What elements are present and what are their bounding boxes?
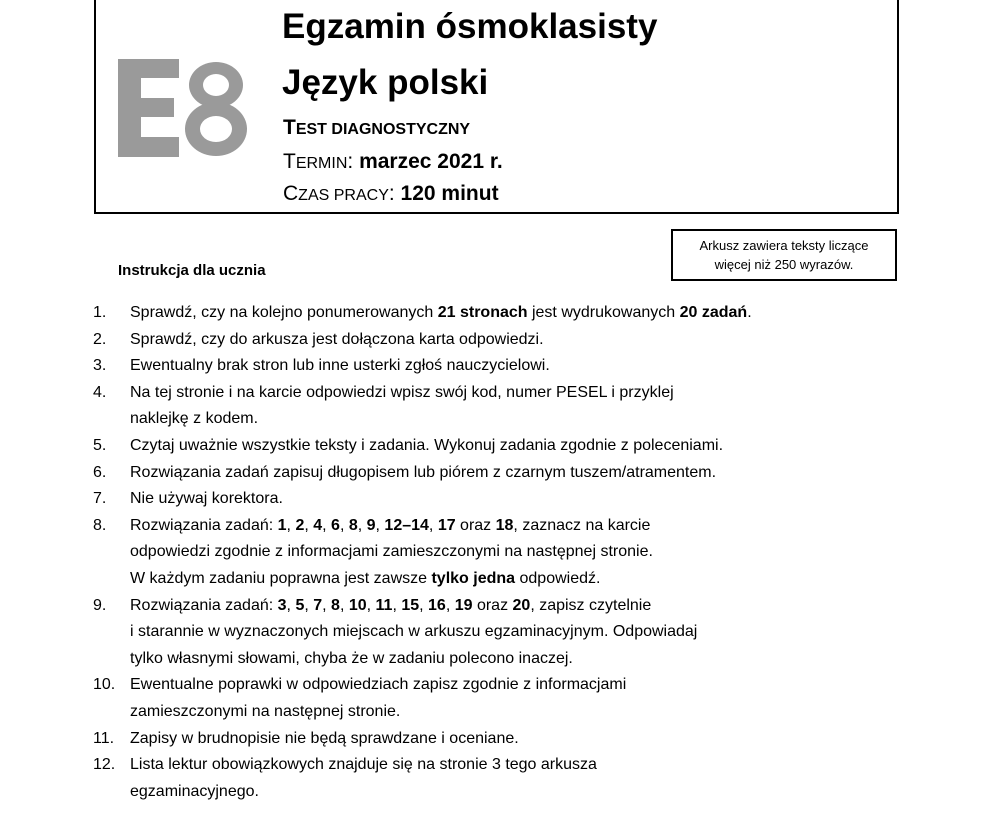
instruction-number: 4.	[93, 383, 107, 401]
instruction-segment: Rozwiązania zadań zapisuj długopisem lub piórem z czarnym tuszem/atramentem.	[130, 463, 717, 481]
instruction-segment: ,	[366, 596, 376, 614]
instruction-line	[130, 566, 873, 593]
instruction-line	[130, 646, 873, 673]
instruction-emphasis: 16	[428, 596, 446, 614]
exam-term-value: marzec 2021 r.	[359, 150, 503, 173]
instruction-emphasis: 2	[295, 516, 305, 534]
instruction-emphasis: 4	[313, 516, 323, 534]
instruction-segment: Sprawdź, czy do arkusza jest dołączona karta odpowiedzi.	[130, 330, 544, 348]
e8-logo	[117, 58, 252, 158]
instruction-emphasis: 5	[295, 596, 305, 614]
instruction-segment: ,	[339, 596, 349, 614]
notice-line-2: więcej niż 250 wyrazów.	[714, 257, 854, 272]
instruction-emphasis: 10	[348, 596, 367, 614]
instruction-segment: zamieszczonymi na następnej stronie.	[130, 702, 401, 720]
instruction-number: 11.	[93, 729, 115, 747]
instruction-emphasis: 7	[313, 596, 323, 614]
instruction-segment: ,	[286, 596, 296, 614]
instruction-item	[93, 433, 873, 460]
instruction-line	[130, 672, 873, 699]
instructions-list	[93, 300, 873, 805]
instruction-segment: Sprawdź, czy na kolejno ponumerowanych	[130, 304, 438, 321]
instruction-segment: ,	[357, 516, 367, 534]
instruction-text	[130, 380, 873, 433]
instruction-segment: ,	[304, 596, 314, 614]
instruction-segment: odpowiedzi zgodnie z informacjami zamieszczonymi na następnej stronie.	[130, 543, 653, 561]
instruction-segment: Czytaj uważnie wszystkie teksty i zadania. Wykonuj zadania zgodnie z poleceniami.	[130, 436, 724, 454]
instruction-segment: oraz	[472, 596, 513, 614]
instruction-segment: odpowiedź.	[515, 569, 601, 587]
instruction-number: 9.	[93, 596, 107, 614]
instruction-segment: Lista lektur obowiązkowych znajduje się na stronie 3 tego arkusza	[130, 756, 597, 774]
exam-title: Egzamin ósmoklasisty	[282, 7, 658, 46]
instruction-text	[130, 460, 873, 487]
instruction-text	[130, 593, 873, 673]
instruction-line	[130, 726, 873, 753]
instruction-item	[93, 513, 873, 593]
instruction-line	[130, 752, 873, 779]
instruction-emphasis: 19	[454, 596, 473, 614]
instruction-segment: tylko własnymi słowami, chyba że w zadaniu polecono inaczej.	[130, 649, 573, 667]
instruction-emphasis: 8	[348, 516, 358, 534]
instruction-segment: Rozwiązania zadań:	[130, 516, 278, 534]
instruction-item	[93, 327, 873, 354]
instruction-number: 5.	[93, 436, 107, 454]
instruction-text	[130, 327, 873, 354]
instruction-text	[130, 752, 873, 805]
instruction-line	[130, 486, 873, 513]
instruction-number: 8.	[93, 516, 107, 534]
instruction-segment: ,	[419, 596, 429, 614]
instruction-segment: jest wydrukowanych	[527, 304, 680, 321]
instruction-segment: ,	[428, 516, 438, 534]
instruction-segment: egzaminacyjnego.	[130, 782, 259, 800]
instruction-item	[93, 353, 873, 380]
instruction-text	[130, 433, 873, 460]
instruction-segment: ,	[304, 516, 314, 534]
exam-duration-value: 120 minut	[400, 182, 499, 205]
instruction-item	[93, 380, 873, 433]
instruction-line	[130, 539, 873, 566]
instruction-line	[130, 353, 873, 380]
instruction-text	[130, 300, 873, 327]
instruction-segment: oraz	[455, 516, 496, 534]
instruction-item	[93, 593, 873, 673]
instruction-segment: ,	[392, 596, 402, 614]
instruction-segment: naklejkę z kodem.	[130, 410, 259, 428]
instruction-segment: , zapisz czytelnie	[530, 596, 652, 614]
instruction-line	[130, 619, 873, 646]
instruction-emphasis: tylko jedna	[431, 569, 516, 587]
instruction-emphasis: 20 zadań	[679, 304, 748, 321]
instruction-emphasis: 6	[331, 516, 340, 534]
instruction-text	[130, 486, 873, 513]
notice-line-1: Arkusz zawiera teksty liczące	[699, 238, 869, 253]
instruction-emphasis: 21 stronach	[437, 304, 528, 321]
instruction-line	[130, 593, 873, 620]
instruction-emphasis: 8	[331, 596, 340, 614]
instruction-emphasis: 18	[495, 516, 514, 534]
instruction-number: 10.	[93, 676, 116, 694]
word-count-notice	[671, 229, 897, 281]
instruction-number: 12.	[93, 756, 116, 774]
instruction-segment: ,	[339, 516, 349, 534]
instruction-text	[130, 353, 873, 380]
instruction-segment: ,	[322, 516, 332, 534]
instruction-segment: Ewentualne poprawki w odpowiedziach zapisz zgodnie z informacjami	[130, 676, 627, 694]
exam-term: TERMIN: marzec 2021 r.	[283, 150, 503, 173]
instruction-emphasis: 1	[277, 516, 287, 534]
instruction-segment: Zapisy w brudnopisie nie będą sprawdzane i oceniane.	[130, 729, 519, 747]
instruction-number: 3.	[93, 357, 107, 375]
instruction-item	[93, 726, 873, 753]
instruction-number: 7.	[93, 490, 107, 508]
instruction-segment: i starannie w wyznaczonych miejscach w arkuszu egzaminacyjnym. Odpowiadaj	[130, 623, 698, 641]
instruction-segment: , zaznacz na karcie	[513, 516, 651, 534]
instruction-line	[130, 327, 873, 354]
test-type: TEST DIAGNOSTYCZNY	[283, 116, 471, 139]
instruction-number: 2.	[93, 330, 107, 348]
instruction-line	[130, 300, 873, 327]
instruction-emphasis: 11	[375, 596, 393, 614]
instruction-number: 6.	[93, 463, 107, 481]
instruction-emphasis: 12–14	[384, 516, 429, 534]
instruction-item	[93, 672, 873, 725]
instruction-emphasis: 3	[277, 596, 287, 614]
instruction-line	[130, 460, 873, 487]
instruction-segment: ,	[445, 596, 455, 614]
instruction-segment: ,	[286, 516, 296, 534]
instruction-item	[93, 752, 873, 805]
instruction-line	[130, 433, 873, 460]
instructions-heading: Instrukcja dla ucznia	[118, 262, 266, 279]
exam-subject: Język polski	[282, 63, 489, 102]
instruction-segment: Na tej stronie i na karcie odpowiedzi wpisz swój kod, numer PESEL i przyklej	[130, 383, 674, 401]
instruction-text	[130, 726, 873, 753]
instruction-item	[93, 300, 873, 327]
instruction-line	[130, 779, 873, 806]
instruction-line	[130, 699, 873, 726]
instruction-line	[130, 406, 873, 433]
instruction-text	[130, 672, 873, 725]
instruction-segment: .	[747, 304, 752, 321]
instruction-text	[130, 513, 873, 593]
instruction-number: 1.	[93, 304, 107, 321]
instruction-segment: ,	[322, 596, 332, 614]
instruction-line	[130, 380, 873, 407]
instruction-emphasis: 17	[437, 516, 456, 534]
instruction-segment: Nie używaj korektora.	[130, 490, 283, 508]
instruction-segment: W każdym zadaniu poprawna jest zawsze	[130, 569, 432, 587]
instruction-segment: ,	[375, 516, 385, 534]
instruction-emphasis: 9	[366, 516, 376, 534]
instruction-line	[130, 513, 873, 540]
exam-duration: CZAS PRACY: 120 minut	[283, 182, 499, 205]
instruction-segment: Rozwiązania zadań:	[130, 596, 278, 614]
instruction-item	[93, 460, 873, 487]
instruction-item	[93, 486, 873, 513]
instruction-emphasis: 15	[401, 596, 420, 614]
instruction-segment: Ewentualny brak stron lub inne usterki zgłoś nauczycielowi.	[130, 357, 550, 375]
instruction-emphasis: 20	[512, 596, 531, 614]
